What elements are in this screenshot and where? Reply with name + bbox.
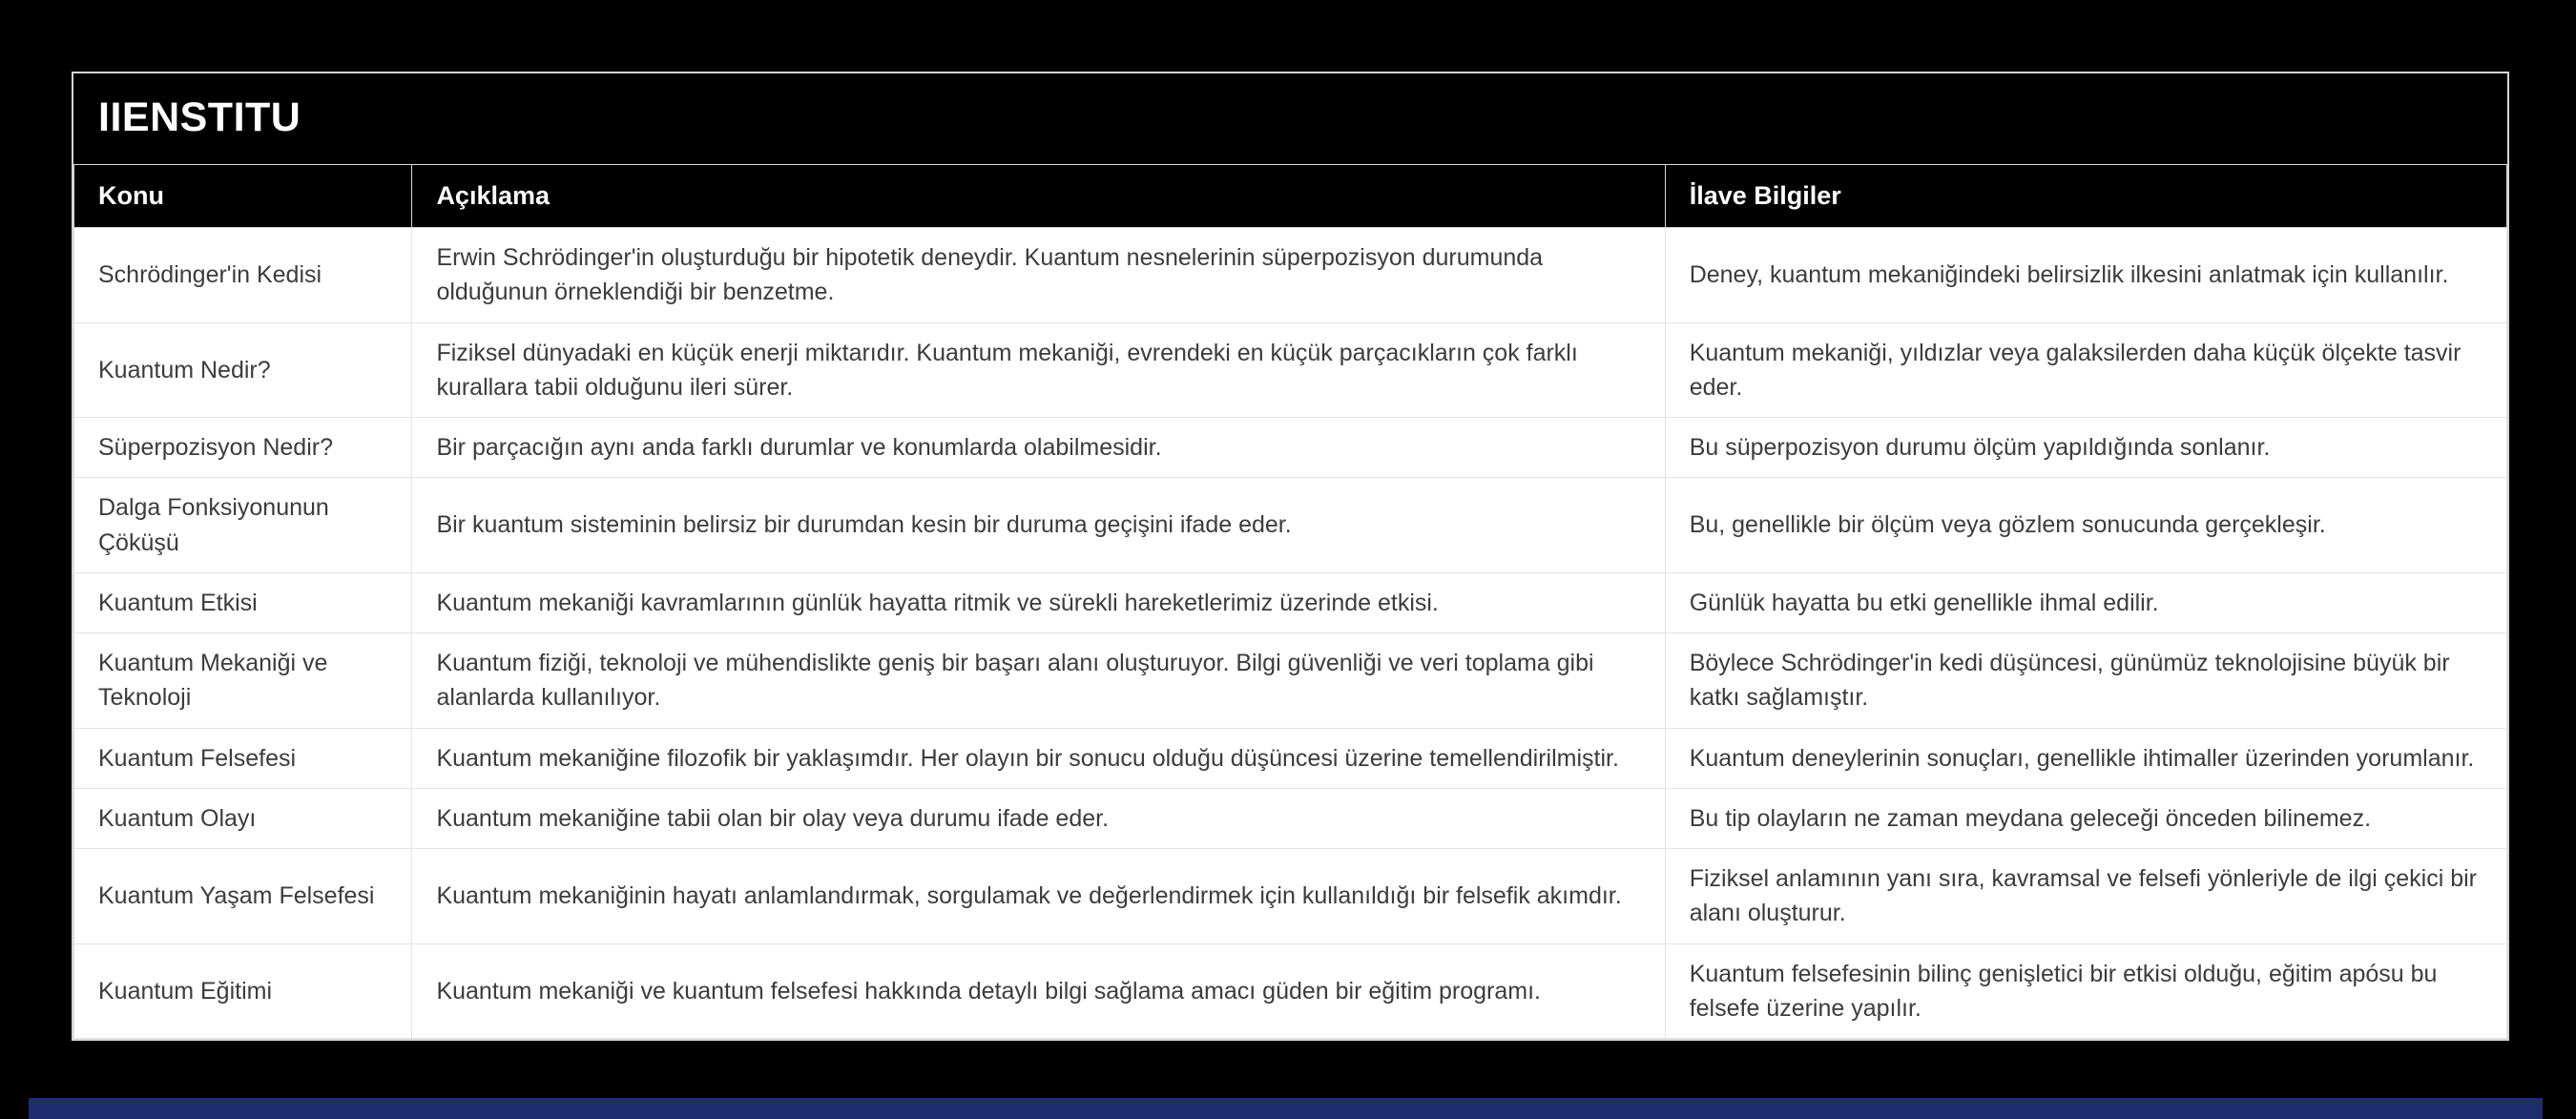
- info-table: [73, 165, 2507, 1039]
- cell-konu: Kuantum Eğitimi: [74, 943, 412, 1039]
- cell-konu: Dalga Fonksiyonunun Çöküşü: [74, 478, 412, 573]
- cell-ilave: Günlük hayatta bu etki genellikle ihmal edilir.: [1665, 572, 2506, 632]
- table-row: [74, 418, 2507, 478]
- table-row: [74, 572, 2507, 632]
- cell-konu: Kuantum Olayı: [74, 788, 412, 848]
- cell-aciklama: Kuantum mekaniği ve kuantum felsefesi hakkında detaylı bilgi sağlama amacı güden bir eğitim programı.: [412, 943, 1665, 1039]
- cell-ilave: Fiziksel anlamının yanı sıra, kavramsal ve felsefi yönleriyle de ilgi çekici bir alanı oluşturur.: [1665, 849, 2506, 944]
- table-body: [74, 228, 2507, 1039]
- table-card: [72, 72, 2509, 1041]
- footer-bar: [29, 1098, 2543, 1119]
- table-row: [74, 728, 2507, 788]
- table-row: [74, 943, 2507, 1039]
- column-header-ilave-bilgiler: İlave Bilgiler: [1665, 165, 2506, 228]
- table-row: [74, 633, 2507, 729]
- table-row: [74, 478, 2507, 573]
- cell-ilave: Deney, kuantum mekaniğindeki belirsizlik ilkesini anlatmak için kullanılır.: [1665, 228, 2506, 323]
- cell-konu: Schrödinger'in Kedisi: [74, 228, 412, 323]
- column-header-aciklama: Açıklama: [412, 165, 1665, 228]
- cell-aciklama: Kuantum mekaniği kavramlarının günlük hayatta ritmik ve sürekli hareketlerimiz üzerinde etkisi.: [412, 572, 1665, 632]
- header-row: [74, 165, 2507, 228]
- cell-ilave: Bu, genellikle bir ölçüm veya gözlem sonucunda gerçekleşir.: [1665, 478, 2506, 573]
- table-row: [74, 322, 2507, 418]
- cell-aciklama: Fiziksel dünyadaki en küçük enerji miktarıdır. Kuantum mekaniği, evrendeki en küçük parçacıkların çok farklı kurallara tabii olduğunu ileri sürer.: [412, 322, 1665, 418]
- table-row: [74, 228, 2507, 323]
- cell-ilave: Bu süperpozisyon durumu ölçüm yapıldığında sonlanır.: [1665, 418, 2506, 478]
- cell-konu: Kuantum Yaşam Felsefesi: [74, 849, 412, 944]
- cell-konu: Süperpozisyon Nedir?: [74, 418, 412, 478]
- cell-konu: Kuantum Etkisi: [74, 572, 412, 632]
- cell-konu: Kuantum Nedir?: [74, 322, 412, 418]
- cell-aciklama: Kuantum mekaniğinin hayatı anlamlandırmak, sorgulamak ve değerlendirmek için kullanıldığı bir felsefik akımdır.: [412, 849, 1665, 944]
- table-header: [74, 165, 2507, 228]
- cell-aciklama: Kuantum mekaniğine filozofik bir yaklaşımdır. Her olayın bir sonucu olduğu düşüncesi üzerine temellendirilmiştir.: [412, 728, 1665, 788]
- table-row: [74, 849, 2507, 944]
- cell-aciklama: Kuantum fiziği, teknoloji ve mühendislikte geniş bir başarı alanı oluşturuyor. Bilgi güvenliği ve veri toplama gibi alanlarda kullanılıyor.: [412, 633, 1665, 729]
- cell-ilave: Bu tip olayların ne zaman meydana geleceği önceden bilinemez.: [1665, 788, 2506, 848]
- cell-ilave: Kuantum mekaniği, yıldızlar veya galaksilerden daha küçük ölçekte tasvir eder.: [1665, 322, 2506, 418]
- cell-ilave: Böylece Schrödinger'in kedi düşüncesi, günümüz teknolojisine büyük bir katkı sağlamıştır.: [1665, 633, 2506, 729]
- column-header-konu: Konu: [74, 165, 412, 228]
- cell-aciklama: Bir parçacığın aynı anda farklı durumlar ve konumlarda olabilmesidir.: [412, 418, 1665, 478]
- page-title: IIENSTITU: [73, 73, 2507, 165]
- table-row: [74, 788, 2507, 848]
- cell-aciklama: Bir kuantum sisteminin belirsiz bir durumdan kesin bir duruma geçişini ifade eder.: [412, 478, 1665, 573]
- cell-konu: Kuantum Mekaniği ve Teknoloji: [74, 633, 412, 729]
- cell-ilave: Kuantum deneylerinin sonuçları, genellikle ihtimaller üzerinden yorumlanır.: [1665, 728, 2506, 788]
- cell-ilave: Kuantum felsefesinin bilinç genişletici bir etkisi olduğu, eğitim apósu bu felsefe üzerine yapılır.: [1665, 943, 2506, 1039]
- cell-aciklama: Erwin Schrödinger'in oluşturduğu bir hipotetik deneydir. Kuantum nesnelerinin süperpozisyon durumunda olduğunun örneklendiği bir benzetme.: [412, 228, 1665, 323]
- cell-konu: Kuantum Felsefesi: [74, 728, 412, 788]
- cell-aciklama: Kuantum mekaniğine tabii olan bir olay veya durumu ifade eder.: [412, 788, 1665, 848]
